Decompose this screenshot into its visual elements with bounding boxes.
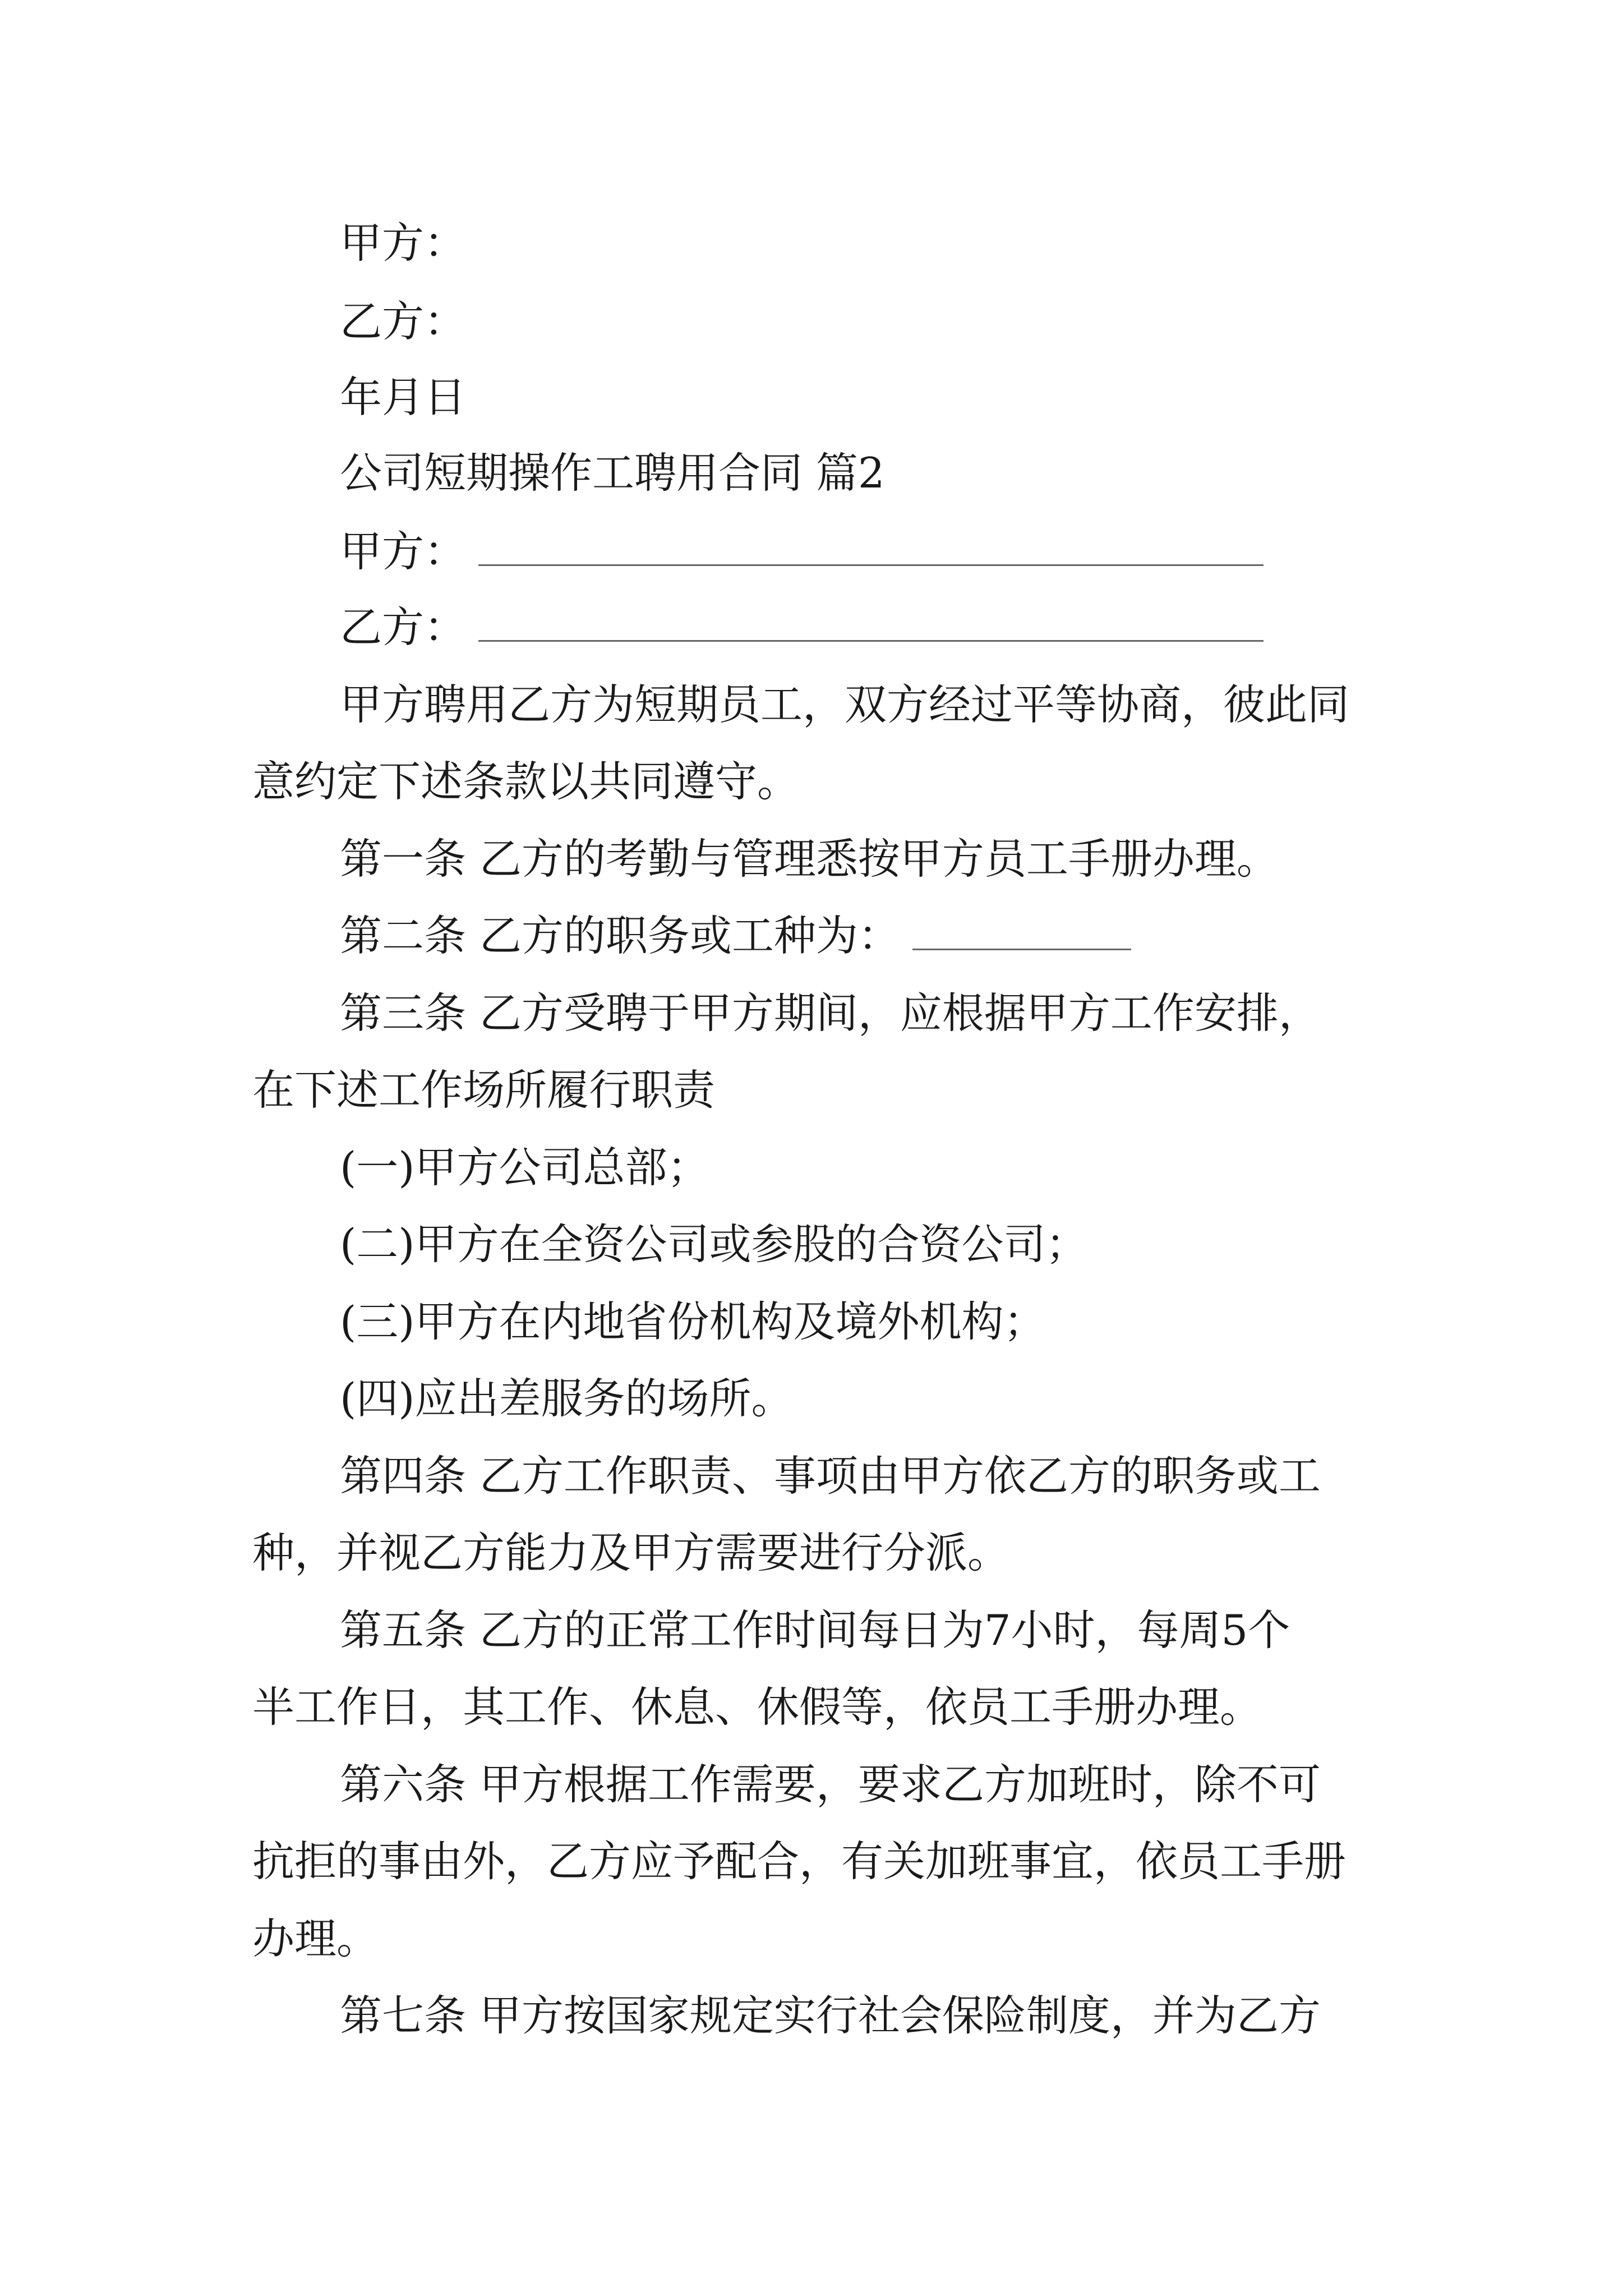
paragraph-line <box>252 754 1380 808</box>
text-line: 甲方： <box>340 218 467 268</box>
text-line: 第三条 乙方受聘于甲方期间，应根据甲方工作安排， <box>340 988 1321 1038</box>
text-line: 公司短期操作工聘用合同 篇2 <box>340 448 885 498</box>
text-line: 第一条 乙方的考勤与管理悉按甲方员工手册办理。 <box>340 834 1279 884</box>
text-line: 甲方聘用乙方为短期员工，双方经过平等协商，彼此同 <box>340 680 1350 729</box>
paragraph-line <box>252 1834 1380 1888</box>
list-item <box>340 1295 1467 1349</box>
clause-6 <box>340 1757 1467 1811</box>
date-line <box>340 370 1467 424</box>
party-b-label <box>340 295 1467 348</box>
paragraph-line <box>252 1063 1380 1117</box>
paragraph-line <box>252 1680 1380 1734</box>
clause-4 <box>340 1449 1467 1503</box>
text-line: 第二条 乙方的职务或工种为： <box>340 911 900 960</box>
text-line: (一)甲方公司总部； <box>340 1143 709 1192</box>
text-line: 第四条 乙方工作职责、事项由甲方依乙方的职务或工 <box>340 1451 1321 1501</box>
party-b-field <box>340 600 1467 654</box>
fill-in-blank <box>478 608 1264 642</box>
clause-5 <box>340 1603 1467 1657</box>
list-item <box>340 1372 1467 1425</box>
clause-1 <box>340 832 1467 886</box>
clause-2 <box>340 909 1467 963</box>
paragraph-line <box>252 1526 1380 1580</box>
list-item <box>340 1140 1467 1194</box>
paragraph-line <box>340 678 1467 731</box>
text-line: 在下述工作场所履行职责 <box>252 1065 716 1115</box>
text-line: 甲方： <box>340 527 467 576</box>
text-line: 办理。 <box>252 1914 379 1963</box>
list-item <box>340 1217 1467 1271</box>
text-line: 种，并视乙方能力及甲方需要进行分派。 <box>252 1528 1010 1577</box>
text-line: 第五条 乙方的正常工作时间每日为7小时，每周5个 <box>340 1605 1290 1655</box>
party-a-label <box>340 216 1467 270</box>
section-title <box>340 446 1467 500</box>
text-line: (二)甲方在全资公司或参股的合资公司； <box>340 1220 1088 1269</box>
text-line: 年月日 <box>340 372 467 422</box>
paragraph-line <box>252 1912 1380 1966</box>
text-line: 第六条 甲方根据工作需要，要求乙方加班时，除不可 <box>340 1760 1321 1809</box>
clause-7 <box>340 1989 1467 2042</box>
text-line: (三)甲方在内地省份机构及境外机构； <box>340 1297 1046 1346</box>
text-line: 抗拒的事由外，乙方应予配合，有关加班事宜，依员工手册 <box>252 1837 1347 1886</box>
text-line: 乙方： <box>340 297 467 346</box>
fill-in-blank <box>912 916 1131 950</box>
text-line: 第七条 甲方按国家规定实行社会保险制度，并为乙方 <box>340 1991 1321 2040</box>
text-line: 半工作日，其工作、休息、休假等，依员工手册办理。 <box>252 1682 1262 1732</box>
text-line: 乙方： <box>340 602 467 652</box>
text-line: 意约定下述条款以共同遵守。 <box>252 757 800 806</box>
text-line: (四)应出差服务的场所。 <box>340 1374 794 1423</box>
clause-3 <box>340 986 1467 1040</box>
fill-in-blank <box>478 532 1264 566</box>
party-a-field <box>340 524 1467 578</box>
